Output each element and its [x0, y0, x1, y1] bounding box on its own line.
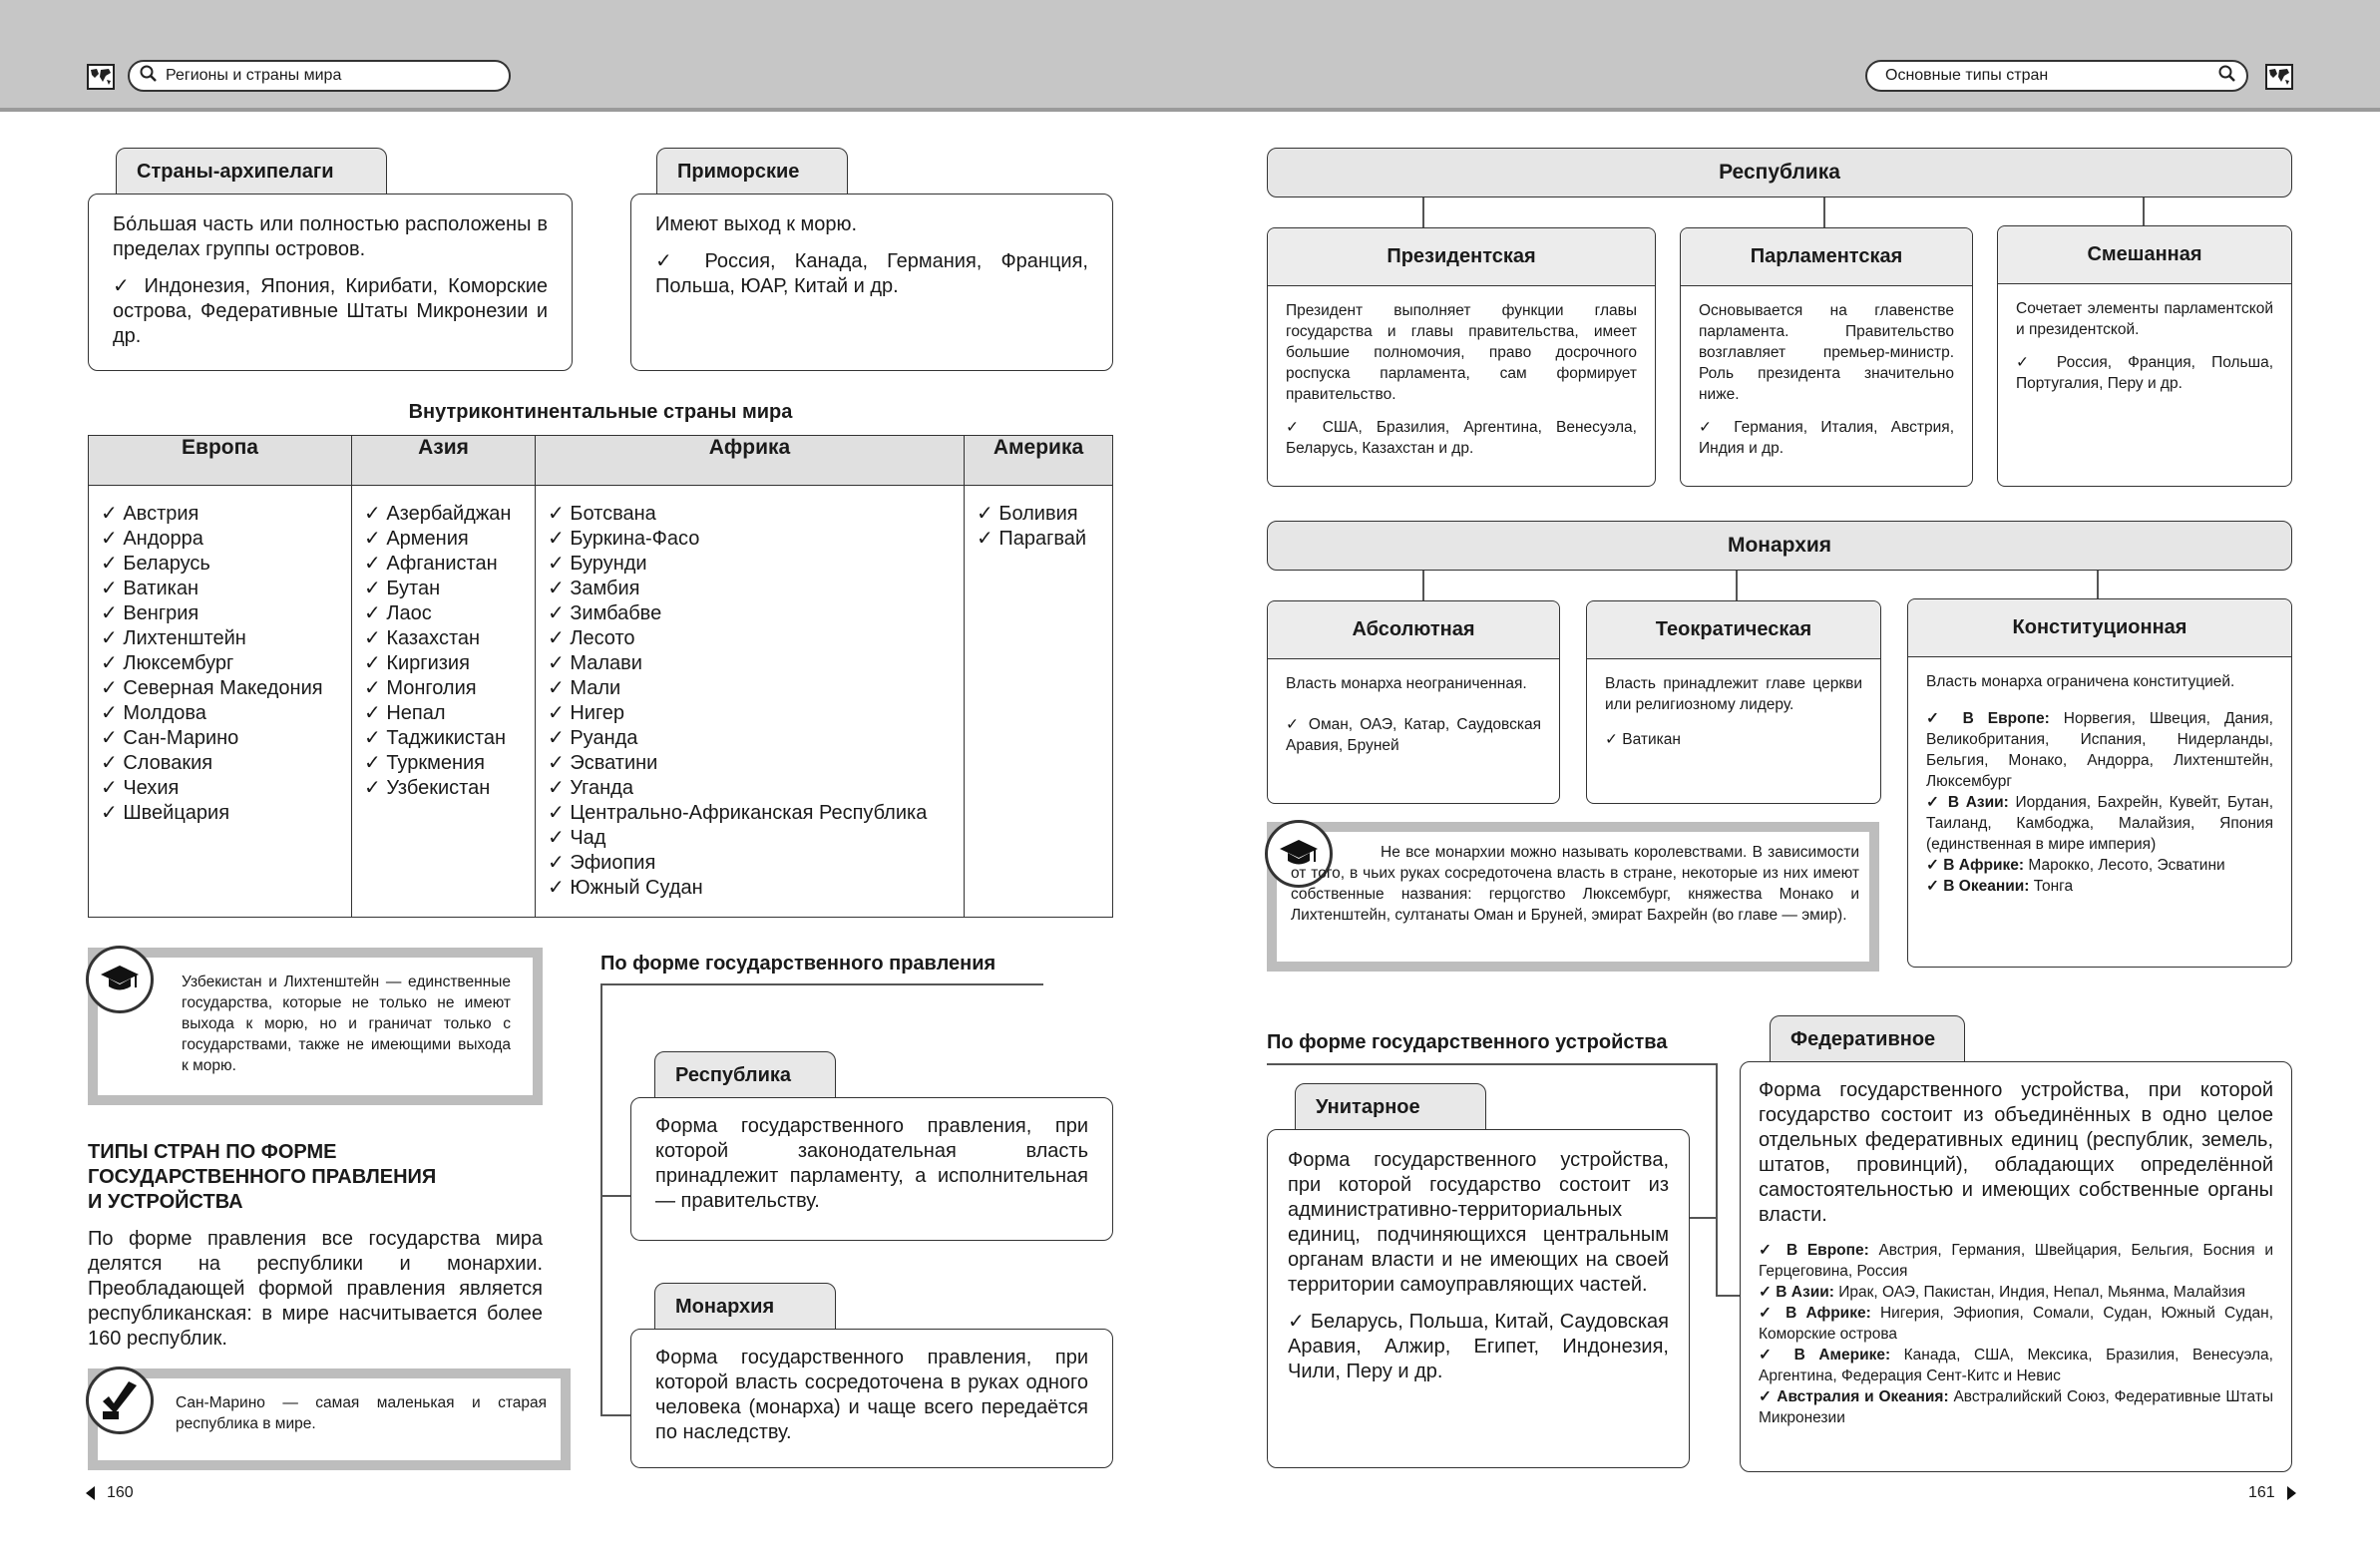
check-icon: ✓ [548, 652, 571, 674]
constitutional-europe: ✓ В Европе: Норвегия, Швеция, Дания, Великобритания, Испания, Нидерланды, Бельгия, Монако, Андорра, Лихтенштейн, Люксембург [1926, 710, 2273, 790]
maritime-tab [656, 148, 848, 195]
country-item: ✓ Киргизия [364, 652, 470, 674]
unitary-desc: Форма государственного устройства, при которой государство состоит из административно-территориальных единиц, подчиняющихся центральным органам власти и не имеющих на своей территории самоуправляющих частей. [1288, 1149, 1669, 1296]
check-icon: ✓ [364, 752, 387, 774]
types-heading-line3: И УСТРОЙСТВА [88, 1191, 243, 1213]
sanmarino-note-text: Сан-Марино — самая маленькая и старая республика в мире. [176, 1394, 547, 1432]
monarchy-note [1267, 822, 1879, 972]
gov-monarchy-desc: Форма государственного правления, при которой власть сосредоточена в руках одного человека (монарха) и чаще всего передаётся по наследству. [655, 1347, 1088, 1443]
mixed-desc: Сочетает элементы парламентской и президентской. [2016, 300, 2273, 338]
country-item: ✓ Венгрия [101, 602, 199, 624]
page-number-left [86, 1484, 134, 1502]
check-icon: ✓ [364, 677, 387, 699]
country-item: ✓ Малави [548, 652, 642, 674]
unitary-title: Унитарное [1316, 1095, 1420, 1118]
maritime-title: Приморские [677, 160, 800, 183]
check-icon: ✓ [101, 752, 124, 774]
world-map-icon [2264, 62, 2294, 92]
archipelago-box [88, 194, 573, 371]
country-item: ✓ Южный Судан [548, 877, 703, 899]
country-item: ✓ Туркмения [364, 752, 485, 774]
federal-desc: Форма государственного устройства, при которой государство состоит из объединённых в одно целое отдельных федеративных единиц (республик, земель, штатов, провинций), обладающих определённой самостоятельностью и имеющих собственные органы власти. [1759, 1079, 2273, 1226]
check-icon: ✓ [548, 827, 571, 849]
gov-form-bracket [600, 983, 602, 1414]
absolute-desc: Власть монарха неограниченная. [1286, 675, 1527, 692]
country-item: ✓ Буркина-Фасо [548, 528, 700, 550]
constitutional-desc: Власть монарха ограничена конституцией. [1926, 673, 2235, 690]
country-item: ✓ Казахстан [364, 627, 481, 649]
country-item: ✓ Чад [548, 827, 606, 849]
unitary-examples: ✓ Беларусь, Польша, Китай, Саудовская Аравия, Алжир, Египет, Индонезия, Чили, Перу и др. [1288, 1311, 1669, 1382]
gov-monarchy-box [630, 1329, 1113, 1468]
gov-republic-desc: Форма государственного правления, при которой законодательная власть принадлежит парламенту, а исполнительная — правительству. [655, 1115, 1088, 1212]
right-search-text: Основные типы стран [1885, 67, 2049, 84]
country-item: ✓ Боливия [977, 503, 1078, 525]
check-icon: ✓ [101, 677, 124, 699]
asia-list [364, 502, 523, 801]
col-asia: Азия [352, 436, 536, 486]
republic-header [1267, 148, 2292, 197]
sanmarino-note [88, 1368, 571, 1470]
parliamentary-examples: ✓ Германия, Италия, Австрия, Индия и др. [1699, 419, 1954, 457]
search-icon [2218, 65, 2236, 88]
gov-republic-tab [654, 1051, 836, 1099]
check-icon: ✓ [101, 528, 124, 550]
check-icon: ✓ [548, 677, 571, 699]
archipelago-title: Страны-архипелаги [137, 160, 334, 183]
gov-republic-title: Республика [675, 1063, 792, 1086]
page-header [0, 0, 2380, 112]
check-icon: ✓ [548, 528, 571, 550]
europe-list [101, 502, 339, 826]
country-item: ✓ Азербайджан [364, 503, 512, 525]
country-item: ✓ Зимбабве [548, 602, 662, 624]
gov-monarchy-tab [654, 1283, 836, 1331]
federal-tab [1770, 1015, 1965, 1063]
uzbek-note [88, 948, 543, 1105]
check-icon: ✓ [364, 578, 387, 599]
check-icon: ✓ [101, 602, 124, 624]
maritime-box [630, 194, 1113, 371]
check-icon: ✓ [101, 652, 124, 674]
page-right-text: 161 [2248, 1484, 2275, 1501]
check-icon: ✓ [977, 528, 999, 550]
monarchy-note-text: Не все монархии можно называть королевствами. В зависимости от того, в чьих руках сосредоточена власть в стране, некоторые из них имеют собственные названия: герцогство Люксембург, княжества Монако и Лихтенштейн, султанаты Оман и Бруней, эмират Бахрейн (во главе — эмир). [1291, 844, 1859, 924]
check-icon: ✓ [364, 528, 387, 550]
country-item: ✓ Непал [364, 702, 446, 724]
structure-bracket [1716, 1063, 1718, 1295]
federal-title: Федеративное [1790, 1027, 1936, 1050]
country-item: ✓ Армения [364, 528, 469, 550]
parliamentary-desc: Основывается на главенстве парламента. Правительство возглавляет премьер-министр. Роль президента значительно ниже. [1699, 302, 1954, 403]
col-america: Америка [965, 436, 1113, 486]
country-item: ✓ Афганистан [364, 553, 498, 575]
country-item: ✓ Центрально-Африканская Республика [548, 802, 928, 824]
constitutional-title: Конституционная [1908, 599, 2291, 657]
mixed-examples: ✓ Россия, Франция, Польша, Португалия, Перу и др. [2016, 354, 2273, 392]
absolute-title: Абсолютная [1268, 601, 1559, 659]
mixed-title: Смешанная [1998, 226, 2291, 284]
country-item: ✓ Замбия [548, 578, 640, 599]
country-item: ✓ Монголия [364, 677, 477, 699]
gov-form-underline [600, 983, 1043, 985]
archipelago-tab [116, 148, 387, 195]
check-icon: ✓ [101, 727, 124, 749]
unitary-box [1267, 1129, 1690, 1468]
country-item: ✓ Бурунди [548, 553, 647, 575]
federal-asia: ✓ В Азии: Ирак, ОАЭ, Пакистан, Индия, Непал, Мьянма, Малайзия [1759, 1284, 2246, 1301]
check-icon: ✓ [548, 602, 571, 624]
country-item: ✓ Узбекистан [364, 777, 491, 799]
theocratic-title: Теократическая [1587, 601, 1880, 659]
country-item: ✓ Таджикистан [364, 727, 507, 749]
check-icon: ✓ [101, 553, 124, 575]
gov-monarchy-title: Монархия [675, 1295, 775, 1318]
country-item: ✓ Мали [548, 677, 621, 699]
country-item: ✓ Австрия [101, 503, 199, 525]
arrow-right-icon [2287, 1486, 2296, 1500]
maritime-examples: ✓ Россия, Канада, Германия, Франция, Польша, ЮАР, Китай и др. [655, 250, 1088, 297]
check-icon: ✓ [101, 702, 124, 724]
country-item: ✓ Ботсвана [548, 503, 656, 525]
country-item: ✓ Бутан [364, 578, 441, 599]
country-item: ✓ Ватикан [101, 578, 199, 599]
types-heading-line2: ГОСУДАРСТВЕННОГО ПРАВЛЕНИЯ [88, 1166, 437, 1188]
types-heading-line1: ТИПЫ СТРАН ПО ФОРМЕ [88, 1141, 337, 1163]
gov-form-title: По форме государственного правления [600, 953, 996, 975]
checkmark-icon [86, 1366, 154, 1434]
country-item: ✓ Люксембург [101, 652, 234, 674]
absolute-card [1267, 600, 1560, 804]
check-icon: ✓ [548, 702, 571, 724]
structure-title: По форме государственного устройства [1267, 1031, 1668, 1053]
constitutional-card [1907, 598, 2292, 968]
check-icon: ✓ [548, 578, 571, 599]
monarchy-title: Монархия [1727, 534, 1832, 557]
check-icon: ✓ [364, 777, 387, 799]
country-item: ✓ Нигер [548, 702, 625, 724]
left-search-text: Регионы и страны мира [166, 67, 342, 84]
check-icon: ✓ [364, 702, 387, 724]
check-icon: ✓ [364, 553, 387, 575]
federal-oceania: ✓ Австралия и Океания: Австралийский Союз, Федеративные Штаты Микронезии [1759, 1388, 2274, 1426]
parliamentary-title: Парламентская [1681, 228, 1972, 286]
col-europe: Европа [89, 436, 352, 486]
country-item: ✓ Парагвай [977, 528, 1087, 550]
country-item: ✓ Беларусь [101, 553, 210, 575]
africa-list [548, 502, 952, 901]
page-number-right [2248, 1484, 2296, 1502]
check-icon: ✓ [364, 627, 387, 649]
types-heading [88, 1140, 567, 1215]
check-icon: ✓ [101, 777, 124, 799]
country-item: ✓ Молдова [101, 702, 206, 724]
landlocked-table [88, 435, 1113, 918]
maritime-desc: Имеют выход к морю. [655, 213, 858, 235]
constitutional-africa: ✓ В Африке: Марокко, Лесото, Эсватини [1926, 857, 2225, 874]
check-icon: ✓ [101, 578, 124, 599]
archipelago-desc: Бо́льшая часть или полностью расположены в пределах группы островов. [113, 213, 548, 260]
america-list [977, 502, 1100, 552]
check-icon: ✓ [101, 627, 124, 649]
check-icon: ✓ [364, 652, 387, 674]
republic-title: Республика [1719, 161, 1840, 184]
check-icon: ✓ [548, 802, 571, 824]
country-item: ✓ Швейцария [101, 802, 230, 824]
check-icon: ✓ [548, 627, 571, 649]
world-map-icon [86, 62, 116, 92]
gov-republic-box [630, 1097, 1113, 1241]
types-body: По форме правления все государства мира делятся на республики и монархии. Преобладающей формой правления является республиканская: в мире насчитывается более 160 республик. [88, 1228, 543, 1350]
theocratic-examples: ✓ Ватикан [1605, 731, 1681, 748]
search-icon [140, 65, 158, 88]
landlocked-title: Внутриконтинентальные страны мира [408, 401, 793, 423]
constitutional-asia: ✓ В Азии: Иордания, Бахрейн, Кувейт, Бутан, Таиланд, Камбоджа, Малайзия, Япония (единственная в мире империя) [1926, 794, 2273, 853]
federal-europe: ✓ В Европе: Австрия, Германия, Швейцария, Бельгия, Босния и Герцеговина, Россия [1759, 1242, 2273, 1280]
country-item: ✓ Северная Македония [101, 677, 323, 699]
country-item: ✓ Андорра [101, 528, 203, 550]
country-item: ✓ Руанда [548, 727, 638, 749]
country-item: ✓ Уганда [548, 777, 633, 799]
check-icon: ✓ [364, 602, 387, 624]
check-icon: ✓ [548, 777, 571, 799]
country-item: ✓ Эфиопия [548, 852, 656, 874]
col-africa: Африка [536, 436, 965, 486]
check-icon: ✓ [101, 802, 124, 824]
country-item: ✓ Лесото [548, 627, 635, 649]
presidential-examples: ✓ США, Бразилия, Аргентина, Венесуэла, Беларусь, Казахстан и др. [1286, 419, 1637, 457]
theocratic-desc: Власть принадлежит главе церкви или религиозному лидеру. [1605, 675, 1862, 713]
check-icon: ✓ [548, 877, 571, 899]
right-search-bar[interactable] [1865, 60, 2248, 92]
check-icon: ✓ [364, 503, 387, 525]
presidential-title: Президентская [1268, 228, 1655, 286]
country-item: ✓ Сан-Марино [101, 727, 239, 749]
constitutional-oceania: ✓ В Океании: Тонга [1926, 878, 2074, 895]
theocratic-card [1586, 600, 1881, 804]
archipelago-examples: ✓ Индонезия, Япония, Кирибати, Коморские острова, Федеративные Штаты Микронезии и др. [113, 275, 548, 347]
mixed-card [1997, 225, 2292, 487]
unitary-tab [1295, 1083, 1486, 1131]
arrow-left-icon [86, 1486, 95, 1500]
federal-america: ✓ В Америке: Канада, США, Мексика, Бразилия, Венесуэла, Аргентина, Федерация Сент-Китс и Невис [1759, 1347, 2273, 1384]
check-icon: ✓ [548, 727, 571, 749]
country-item: ✓ Эсватини [548, 752, 658, 774]
left-search-bar[interactable] [128, 60, 511, 92]
uzbek-note-text: Узбекистан и Лихтенштейн — единственные государства, которые не только не имеют выхода к морю, но и граничат только с государствами, также не имеющими выхода к морю. [182, 974, 511, 1074]
check-icon: ✓ [364, 727, 387, 749]
country-item: ✓ Словакия [101, 752, 213, 774]
presidential-card [1267, 227, 1656, 487]
country-item: ✓ Чехия [101, 777, 180, 799]
page-left-text: 160 [107, 1484, 134, 1501]
check-icon: ✓ [101, 503, 124, 525]
presidential-desc: Президент выполняет функции главы государства и главы правительства, имеет большие полномочия, право досрочного роспуска парламента, сам формирует правительство. [1286, 302, 1637, 403]
absolute-examples: ✓ Оман, ОАЭ, Катар, Саудовская Аравия, Бруней [1286, 716, 1541, 754]
check-icon: ✓ [548, 852, 571, 874]
check-icon: ✓ [548, 553, 571, 575]
check-icon: ✓ [977, 503, 999, 525]
parliamentary-card [1680, 227, 1973, 487]
country-item: ✓ Лаос [364, 602, 432, 624]
graduation-cap-icon [86, 946, 154, 1013]
federal-africa: ✓ В Африке: Нигерия, Эфиопия, Сомали, Судан, Южный Судан, Коморские острова [1759, 1305, 2274, 1343]
check-icon: ✓ [548, 752, 571, 774]
check-icon: ✓ [548, 503, 571, 525]
country-item: ✓ Лихтенштейн [101, 627, 246, 649]
monarchy-header [1267, 521, 2292, 571]
federal-box [1740, 1061, 2292, 1472]
